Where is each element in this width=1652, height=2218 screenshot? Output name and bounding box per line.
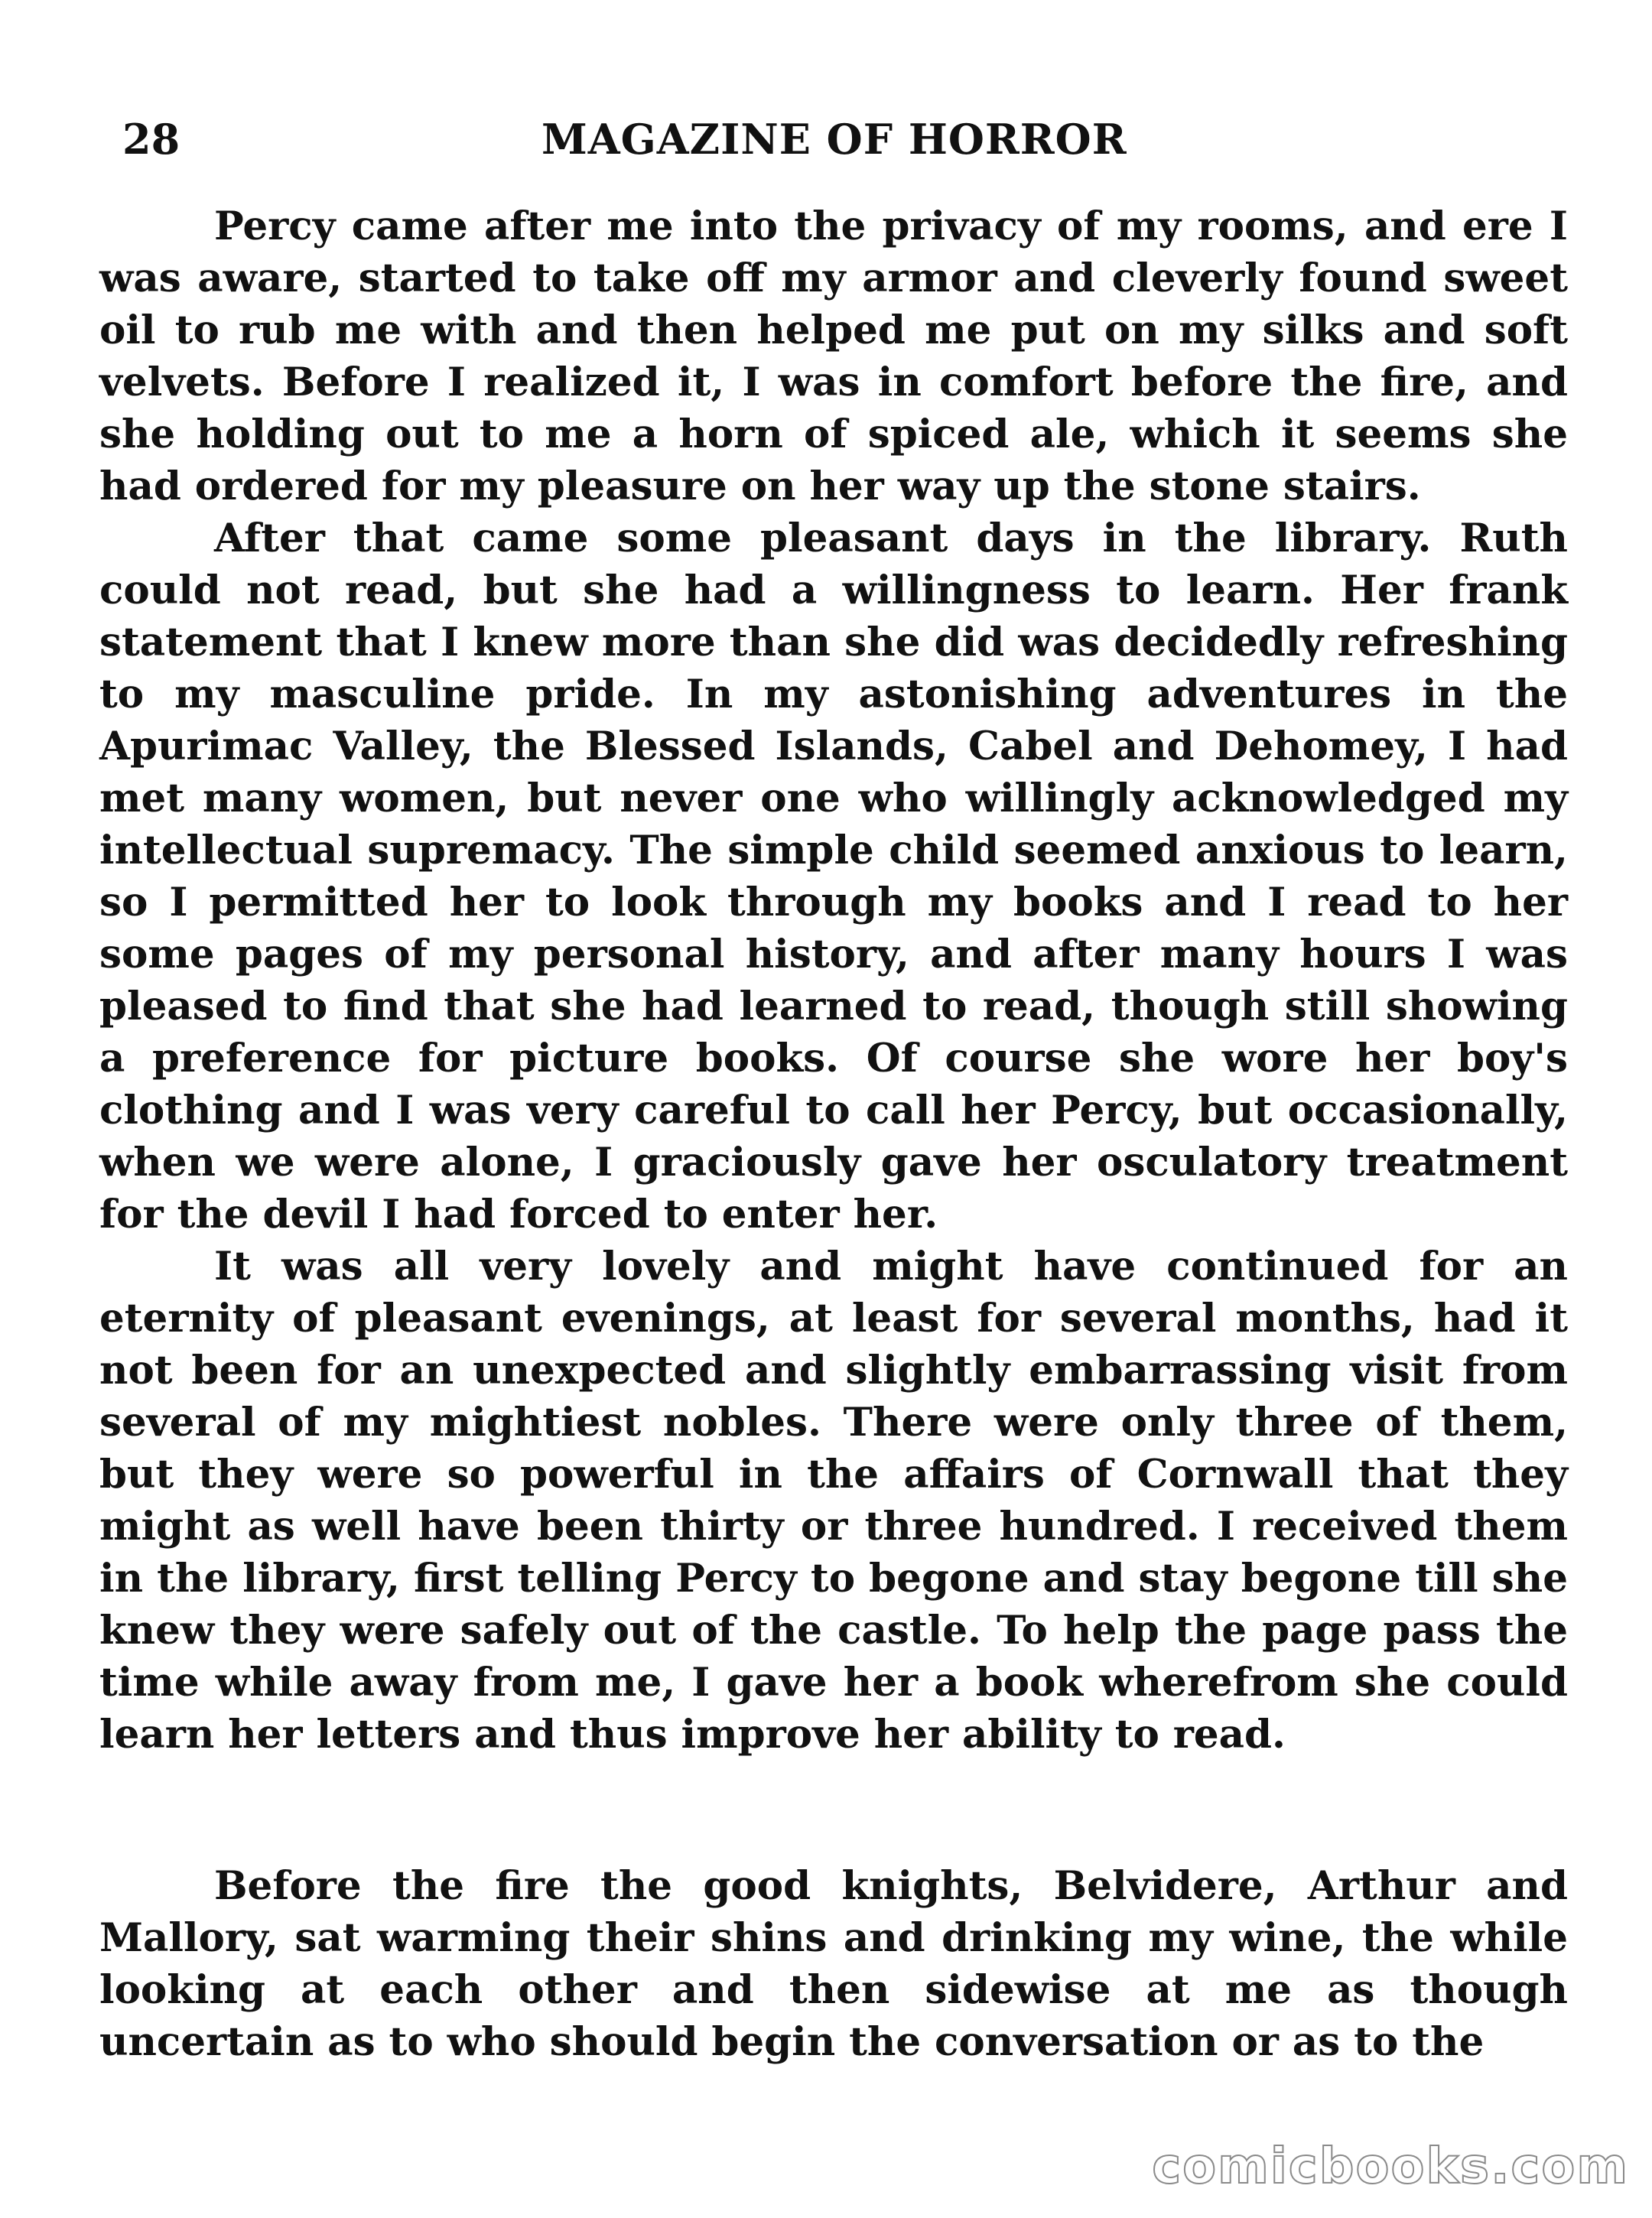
paragraph-1: Percy came after me into the privacy of my rooms, and ere I was aware, started to take off my armor and cleverly found sweet oil to rub me with and then helped me put on my silks and soft velvets. Before I realized it, I was in comfort before the fire, and she holding out to me a horn of spiced ale, which it seems she had ordered for my pleasure on her way up the stone stairs. (99, 203, 1568, 509)
body-text (99, 200, 1568, 2068)
watermark-logo: comicbooks.com (1152, 2138, 1629, 2195)
page-number: 28 (122, 115, 180, 164)
running-title: MAGAZINE OF HORROR (541, 115, 1127, 164)
section-break (99, 1761, 1568, 1860)
paragraph-4: Before the fire the good knights, Belvidere, Arthur and Mallory, sat warming their shins and drinking my wine, the while looking at each other and then sidewise at me as though uncertain as to who should begin the conversation or as to the (99, 1863, 1568, 2065)
paragraph-2: After that came some pleasant days in the library. Ruth could not read, but she had a willingness to learn. Her frank statement that I knew more than she did was decidedly refreshing to my masculine pride. In my astonishing adventures in the Apurimac Valley, the Blessed Islands, Cabel and Dehomey, I had met many women, but never one who willingly acknowledged my intellectual supremacy. The simple child seemed anxious to learn, so I permitted her to look through my books and I read to her some pages of my personal history, and after many hours I was pleased to find that she had learned to read, though still showing a preference for picture books. Of course she wore her boy's clothing and I was very careful to call her Percy, but occasionally, when we were alone, I graciously gave her osculatory treatment for the devil I had forced to enter her. (99, 515, 1568, 1237)
page-header (122, 115, 1576, 176)
paragraph-3: It was all very lovely and might have continued for an eternity of pleasant evenings, at least for several months, had it not been for an unexpected and slightly embarrassing visit from several of my mightiest nobles. There were only three of them, but they were so powerful in the affairs of Cornwall that they might as well have been thirty or three hundred. I received them in the library, first telling Percy to begone and stay begone till she knew they were safely out of the castle. To help the page pass the time while away from me, I gave her a book wherefrom she could learn her letters and thus improve her ability to read. (99, 1244, 1568, 1758)
